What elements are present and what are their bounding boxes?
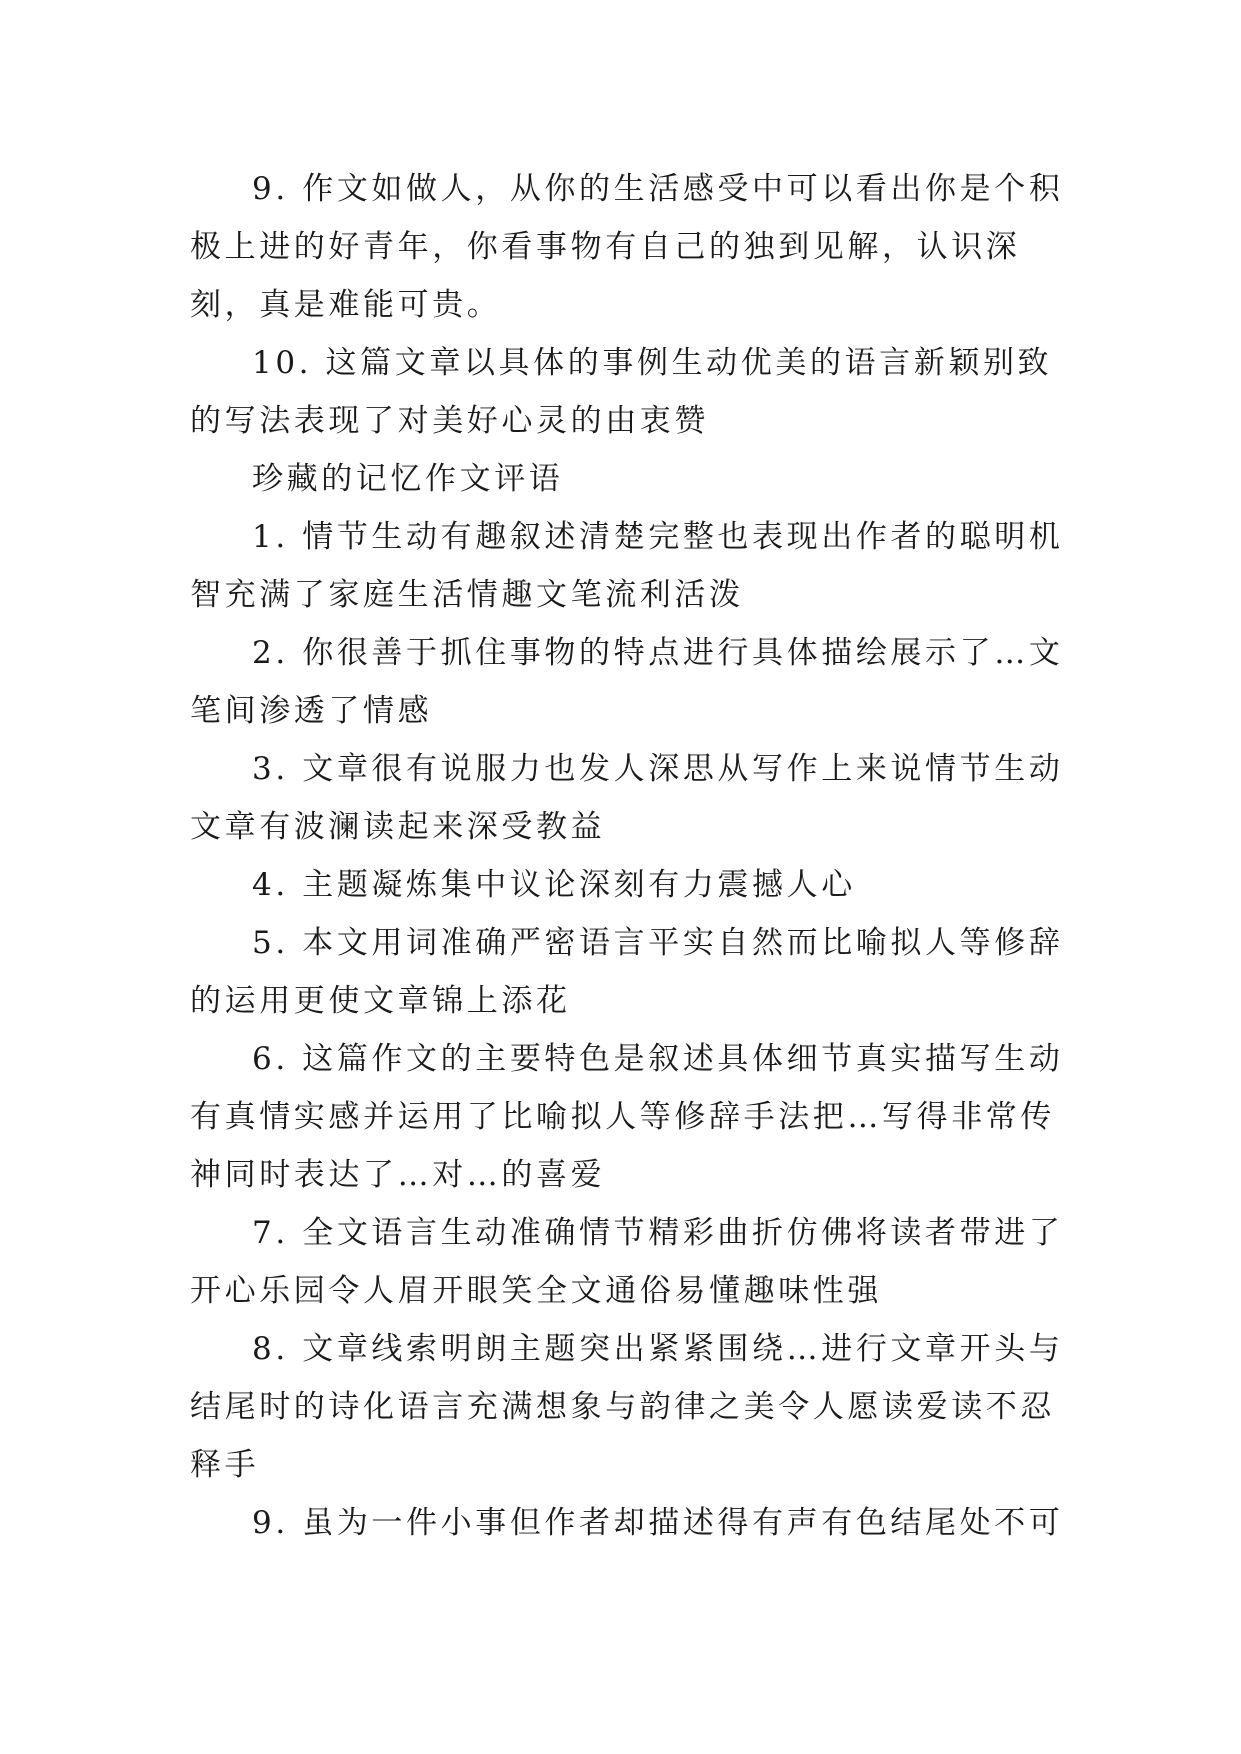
section-heading: 珍藏的记忆作文评语 bbox=[252, 461, 564, 497]
document-page bbox=[190, 160, 1070, 1552]
paragraph-comment-6: 6. 这篇作文的主要特色是叙述具体细节真实描写生动有真情实感并运用了比喻拟人等修辞手法把…写得非常传神同时表达了…对…的喜爱 bbox=[190, 1041, 1064, 1193]
paragraph-comment-10: 10. 这篇文章以具体的事例生动优美的语言新颖别致的写法表现了对美好心灵的由衷赞 bbox=[190, 345, 1053, 439]
paragraph-comment-7: 7. 全文语言生动准确情节精彩曲折仿佛将读者带进了开心乐园令人眉开眼笑全文通俗易懂趣味性强 bbox=[190, 1215, 1064, 1309]
paragraph-comment-3: 3. 文章很有说服力也发人深思从写作上来说情节生动文章有波澜读起来深受教益 bbox=[190, 751, 1064, 845]
paragraph-comment-5: 5. 本文用词准确严密语言平实自然而比喻拟人等修辞的运用更使文章锦上添花 bbox=[190, 925, 1064, 1019]
paragraph-comment-9b: 9. 虽为一件小事但作者却描述得有声有色结尾处不可 bbox=[252, 1505, 1064, 1541]
paragraph-comment-4: 4. 主题凝炼集中议论深刻有力震撼人心 bbox=[252, 867, 856, 903]
paragraph-comment-1: 1. 情节生动有趣叙述清楚完整也表现出作者的聪明机智充满了家庭生活情趣文笔流利活泼 bbox=[190, 519, 1064, 613]
paragraph-comment-2: 2. 你很善于抓住事物的特点进行具体描绘展示了…文笔间渗透了情感 bbox=[190, 635, 1064, 729]
paragraph-comment-8: 8. 文章线索明朗主题突出紧紧围绕…进行文章开头与结尾时的诗化语言充满想象与韵律之美令人愿读爱读不忍释手 bbox=[190, 1331, 1064, 1483]
paragraph-comment-9a: 9. 作文如做人，从你的生活感受中可以看出你是个积极上进的好青年，你看事物有自己的独到见解，认识深刻，真是难能可贵。 bbox=[190, 171, 1064, 323]
